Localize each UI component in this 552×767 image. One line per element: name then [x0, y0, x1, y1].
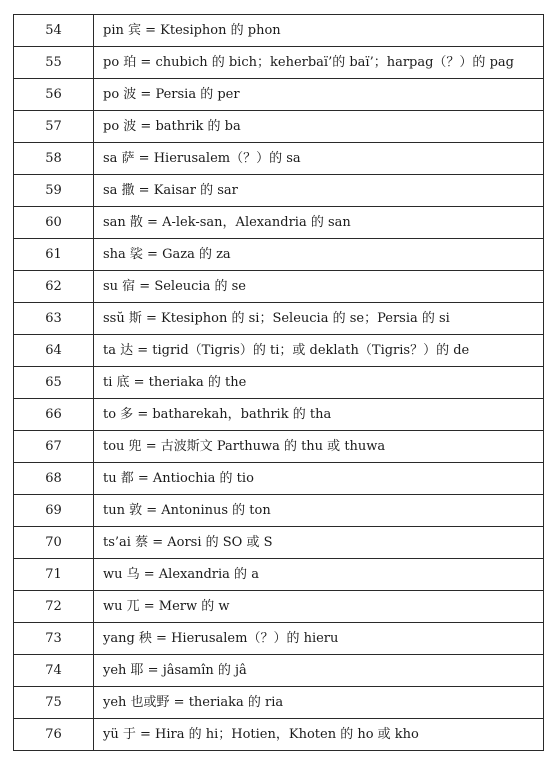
row-number: 75	[14, 687, 94, 719]
row-number: 76	[14, 719, 94, 751]
row-number: 59	[14, 175, 94, 207]
table-row	[14, 431, 544, 463]
row-number: 66	[14, 399, 94, 431]
row-number: 57	[14, 111, 94, 143]
row-number: 55	[14, 47, 94, 79]
table-row	[14, 655, 544, 687]
row-number: 71	[14, 559, 94, 591]
row-number: 58	[14, 143, 94, 175]
row-number: 56	[14, 79, 94, 111]
table-row	[14, 559, 544, 591]
row-entry: po 波 = bathrik 的 ba	[94, 111, 544, 143]
table-row	[14, 207, 544, 239]
table-row	[14, 303, 544, 335]
row-number: 67	[14, 431, 94, 463]
table-row	[14, 591, 544, 623]
table-row	[14, 463, 544, 495]
row-entry: tou 兜 = 古波斯文 Parthuwa 的 thu 或 thuwa	[94, 431, 544, 463]
row-entry: pin 宾 = Ktesiphon 的 phon	[94, 15, 544, 47]
row-number: 62	[14, 271, 94, 303]
table-row	[14, 335, 544, 367]
row-number: 72	[14, 591, 94, 623]
table-row	[14, 15, 544, 47]
row-entry: wu 乌 = Alexandria 的 a	[94, 559, 544, 591]
row-entry: ti 底 = theriaka 的 the	[94, 367, 544, 399]
row-entry: san 散 = A-lek-san，Alexandria 的 san	[94, 207, 544, 239]
row-entry: su 宿 = Seleucia 的 se	[94, 271, 544, 303]
table-row	[14, 495, 544, 527]
row-entry: po 波 = Persia 的 per	[94, 79, 544, 111]
table-body	[14, 15, 544, 751]
table-row	[14, 239, 544, 271]
row-number: 69	[14, 495, 94, 527]
table-row	[14, 623, 544, 655]
row-number: 73	[14, 623, 94, 655]
row-entry: po 珀 = chubich 的 bich；keherbaï’的 baï’；harpag（？）的 pag	[94, 47, 544, 79]
row-entry: ssŭ 斯 = Ktesiphon 的 si；Seleucia 的 se；Persia 的 si	[94, 303, 544, 335]
table-row	[14, 687, 544, 719]
row-number: 70	[14, 527, 94, 559]
table-row	[14, 47, 544, 79]
transliteration-table	[13, 14, 544, 751]
table-row	[14, 175, 544, 207]
row-number: 64	[14, 335, 94, 367]
row-number: 74	[14, 655, 94, 687]
table-row	[14, 399, 544, 431]
row-number: 68	[14, 463, 94, 495]
row-number: 54	[14, 15, 94, 47]
table-row	[14, 271, 544, 303]
row-entry: tun 敦 = Antoninus 的 ton	[94, 495, 544, 527]
row-entry: sa 萨 = Hierusalem（？）的 sa	[94, 143, 544, 175]
row-entry: yeh 也或野 = theriaka 的 ria	[94, 687, 544, 719]
table-row	[14, 143, 544, 175]
table-row	[14, 527, 544, 559]
row-number: 65	[14, 367, 94, 399]
row-entry: to 多 = batharekah，bathrik 的 tha	[94, 399, 544, 431]
table-row	[14, 367, 544, 399]
row-entry: yü 于 = Hira 的 hi；Hotien，Khoten 的 ho 或 kho	[94, 719, 544, 751]
row-entry: sha 裟 = Gaza 的 za	[94, 239, 544, 271]
transliteration-table-container	[13, 14, 544, 751]
row-number: 61	[14, 239, 94, 271]
row-entry: wu 兀 = Merw 的 w	[94, 591, 544, 623]
row-entry: sa 撒 = Kaisar 的 sar	[94, 175, 544, 207]
table-row	[14, 719, 544, 751]
row-entry: ts’ai 蔡 = Aorsi 的 SO 或 S	[94, 527, 544, 559]
row-number: 63	[14, 303, 94, 335]
row-entry: tu 都 = Antiochia 的 tio	[94, 463, 544, 495]
row-entry: yeh 耶 = jâsamîn 的 jâ	[94, 655, 544, 687]
row-entry: yang 秧 = Hierusalem（？）的 hieru	[94, 623, 544, 655]
row-number: 60	[14, 207, 94, 239]
table-row	[14, 111, 544, 143]
row-entry: ta 达 = tigrid（Tigris）的 ti；或 deklath（Tigris？）的 de	[94, 335, 544, 367]
table-row	[14, 79, 544, 111]
